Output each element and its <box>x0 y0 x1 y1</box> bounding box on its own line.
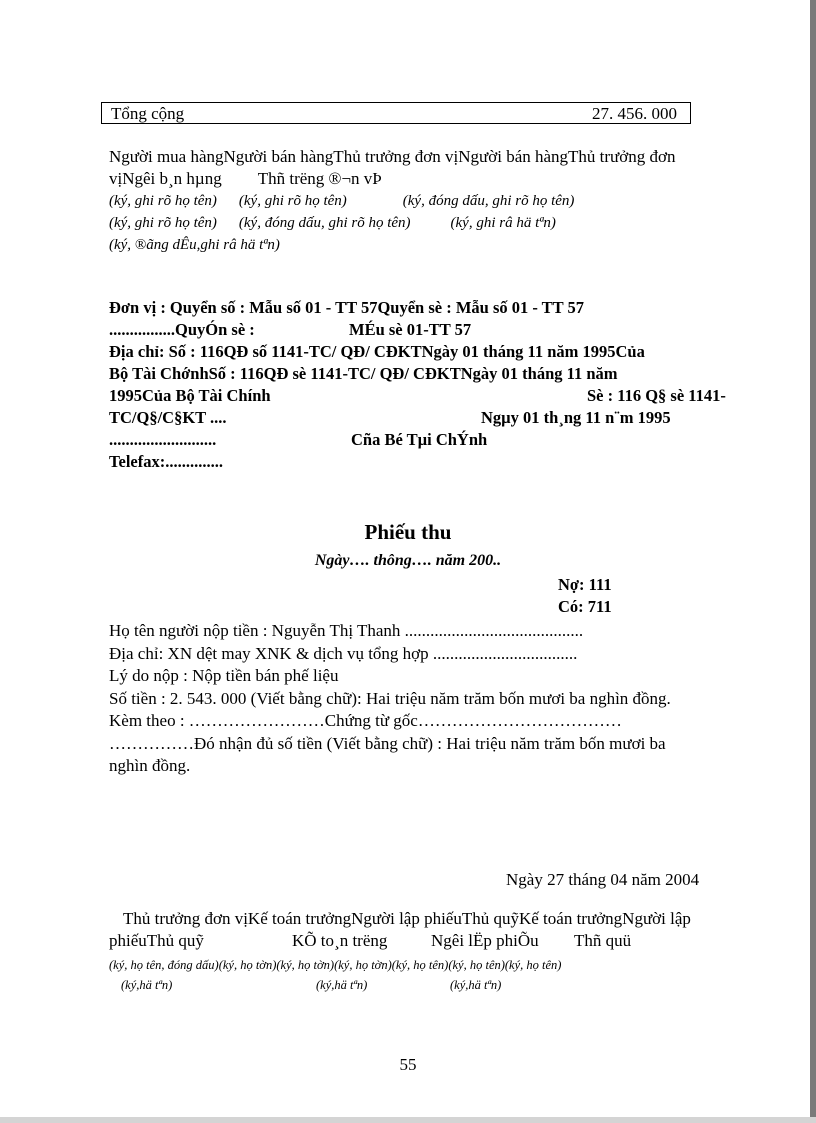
receipt-body <box>109 620 749 778</box>
unit-decision: Sè : 116 Q§ sè 1141- <box>587 386 726 405</box>
signature-notes-top <box>109 190 749 256</box>
signature-note: (ký, đóng dấu, ghi rõ họ tên) <box>238 215 411 231</box>
total-label: Tổng cộng <box>111 104 185 123</box>
signing-date: Ngày 27 tháng 04 năm 2004 <box>506 870 700 889</box>
unit-line8: Telefax:.............. <box>109 452 223 471</box>
signature-note: (ký,hä tªn) <box>450 978 502 992</box>
unit-ministry-2: Cña Bé Tµi ChÝnh <box>351 430 488 449</box>
signature-note: (ký, ghi râ hä tªn) <box>450 215 556 231</box>
receipt-title: Phiếu thu <box>364 520 452 544</box>
receipt-date: Ngày…. thông…. năm 200.. <box>314 552 502 569</box>
unit-decision-code: TC/Q§/C§KT .... <box>109 408 227 427</box>
signature-bottom-line2 <box>109 930 759 952</box>
unit-line3: Địa chỉ: Số : 116QĐ số 1141-TC/ QĐ/ CĐKTNgày 01 tháng 11 năm 1995Của <box>109 342 645 361</box>
signature-title-seller: vịNgêi b¸n hµng <box>109 169 222 188</box>
total-row <box>101 102 691 124</box>
signature-note: (ký, ghi rõ họ tên) <box>109 193 217 209</box>
signature-notes-bottom <box>109 955 759 995</box>
signature-note: (ký, đóng dấu, ghi rõ họ tên) <box>402 193 575 209</box>
page-number: 55 <box>399 1055 417 1074</box>
unit-line4: Bộ Tài ChớnhSố : 116QĐ sè 1141-TC/ QĐ/ CĐKTNgày 01 tháng 11 năm <box>109 364 618 383</box>
signature-title-cashier: phiếuThủ quỹ <box>109 931 204 950</box>
signature-note-row2 <box>109 212 749 234</box>
attached-line: Kèm theo : ……………………Chứng từ gốc……………………………… <box>109 711 622 730</box>
amount-line: Số tiền : 2. 543. 000 (Viết bằng chữ): Hai triệu năm trăm bốn mươi ba nghìn đồng. <box>109 688 671 708</box>
unit-line6 <box>109 407 739 429</box>
unit-dots: .......................... <box>109 430 217 449</box>
total-value: 27. 456. 000 <box>592 104 677 123</box>
signature-note: (ký, ghi rõ họ tên) <box>238 193 347 209</box>
signature-bottom-line1: Thủ trưởng đơn vịKế toán trưởngNgười lập phiếuThủ quỹKế toán trưởngNgười lập <box>123 909 691 928</box>
unit-decision-date: Ngµy 01 th¸ng 11 n¨m 1995 <box>481 408 671 427</box>
received-line-cont: nghìn đồng. <box>109 756 191 775</box>
unit-line1: Đơn vị : Quyển số : Mẫu số 01 - TT 57Quyển sè : Mẫu số 01 - TT 57 <box>109 298 585 317</box>
signature-title-preparer: Ngêi lËp phiÕu <box>431 931 539 950</box>
payer-line: Họ tên người nộp tiền : Nguyễn Thị Thanh .......................................... <box>109 621 584 640</box>
address-line: Địa chỉ: XN dệt may XNK & dịch vụ tổng hợp .................................. <box>109 643 578 663</box>
unit-line7 <box>109 429 739 451</box>
signature-note-row3: (ký, ®ãng dÊu,ghi râ hä tªn) <box>109 237 280 253</box>
reason-line: Lý do nộp : Nộp tiền bán phế liệu <box>109 666 339 685</box>
page-edge-shadow-bottom <box>0 1117 816 1123</box>
credit-account: Có: 711 <box>558 597 612 616</box>
signature-titles-line1: Người mua hàngNgười bán hàngThủ trưởng đơn vịNgười bán hàngThủ trưởng đơn <box>109 147 676 166</box>
unit-ministry: 1995Của Bộ Tài Chính <box>109 386 271 405</box>
received-line: ……………Đó nhận đủ số tiền (Viết bằng chữ) : Hai triệu năm trăm bốn mươi ba <box>109 733 666 753</box>
signature-bottom-note-row1: (ký, họ tên, đóng dấu)(ký, họ tờn)(ký, họ tờn)(ký, họ tờn)(ký, họ tên)(ký, họ tên)(ký, họ tên) <box>109 958 562 972</box>
book-number: ................QuyÓn sè : <box>109 320 255 339</box>
signature-note: (ký,hä tªn) <box>316 978 368 992</box>
signature-title-accountant: KÕ to¸n trëng <box>292 931 388 950</box>
signature-note: (ký, ghi rõ họ tên) <box>109 215 217 231</box>
form-number: MÉu sè 01-TT 57 <box>349 320 472 339</box>
unit-line5 <box>109 385 739 407</box>
signature-title-head: Thñ trëng ®¬n vÞ <box>257 169 382 188</box>
signature-note: (ký,hä tªn) <box>121 978 173 992</box>
signature-block-bottom <box>109 908 759 952</box>
signature-note-row1 <box>109 190 749 212</box>
signature-titles-line2 <box>109 168 749 190</box>
unit-header <box>109 297 739 473</box>
debit-account: Nợ: 111 <box>558 575 612 594</box>
signature-bottom-note-row2 <box>109 975 759 995</box>
signature-title-treasurer: Thñ quü <box>574 931 632 950</box>
unit-line2 <box>109 319 739 341</box>
signature-block-top <box>109 146 749 190</box>
